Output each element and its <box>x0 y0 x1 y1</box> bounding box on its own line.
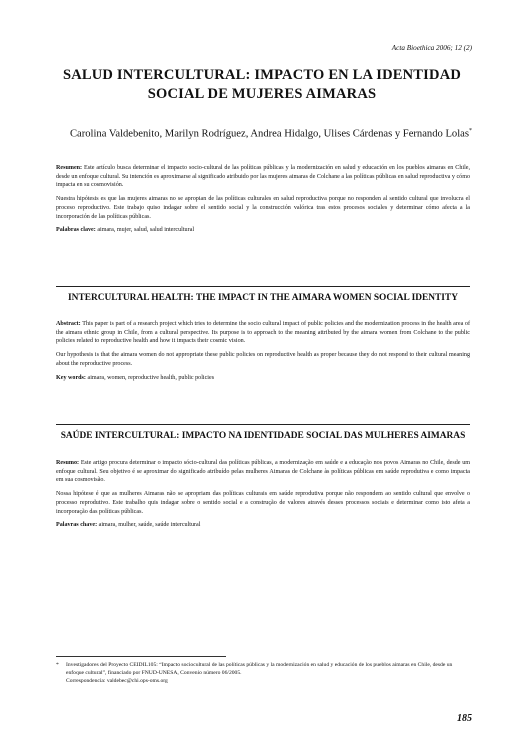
resumo-paragraph <box>56 459 470 485</box>
authors-names: Carolina Valdebenito, Marilyn Rodríguez, Andrea Hidalgo, Ulises Cárdenas y Fernando Lolas <box>69 128 469 140</box>
authors-footnote-mark: * <box>469 128 472 134</box>
article-title: SALUD INTERCULTURAL: IMPACTO EN LA IDENTIDAD SOCIAL DE MUJERES AIMARAS <box>62 67 462 102</box>
key-words-label: Key words: <box>56 374 86 381</box>
resumen-paragraph <box>56 164 470 190</box>
footnote-mark: * <box>56 662 59 668</box>
resumo-hypothesis: Nossa hipótese é que as mulheres Aimaras não se apropriam das políticas culturais em saúde reprodutiva porque não respondem ao sentido cultural que envolve o processo reprodutivo. Este trabalho quis indagar sobre o sentido social e a construção de valores através desses processos sociais e determinar como isto afeta a incorporação das políticas públicas. <box>56 491 470 515</box>
english-abstract-block <box>56 320 470 387</box>
section-divider <box>56 286 470 287</box>
resumen-hypothesis: Nuestra hipótesis es que las mujeres aimaras no se apropian de las políticas culturales en salud reproductiva porque no responden al sentido cultural que involucra el proceso reproductivo. Este trabajo quiso indagar sobre el sentido social y la construcción valórica tras estos procesos sociales y determinar cómo afecta a la incorporación de las políticas públicas. <box>56 196 470 220</box>
palabras-clave <box>56 226 470 235</box>
resumen-text: Este artículo busca determinar el impacto socio-cultural de las políticas públicas y la modernización en salud y educación en los pueblos aimaras en Chile, desde un enfoque cultural. Su intención es aproximarse al significado atribuido por las mujeres aimaras de Colchane a las políticas públicas en salud reproductiva y cómo impacta en su cosmovisión. <box>56 165 470 189</box>
palabras-clave-text: aimara, mujer, salud, salud intercultural <box>97 227 195 234</box>
portuguese-abstract-block <box>56 459 470 535</box>
abstract-paragraph <box>56 320 470 346</box>
authors-line <box>52 124 472 142</box>
spanish-abstract-block <box>56 164 470 240</box>
resumen-label: Resumen: <box>56 165 83 171</box>
abstract-label: Abstract: <box>56 321 81 327</box>
key-words <box>56 374 470 383</box>
abstract-text: This paper is part of a research project which tries to determine the socio cultural impact of public policies and the modernization process in the health area of the aimara ethnic group in Chile, from a cultural perspective. Its purpose is to approach to the meaning attributed by the aimara women from Colchane to the public policies related to reproductive health and how it impacts their cosmic vision. <box>56 321 470 345</box>
footnote-project: Investigadores del Proyecto CEIDIL105: “Impacto sociocultural de las políticas públicas y la modernización en salud y educación de los pueblos aimaras en Chile, desde un enfoque cultural”, financiado por FNUD-UNESA, Convenio número 06/2005. <box>66 662 453 676</box>
journal-header: Acta Bioethica 2006; 12 (2) <box>391 44 472 52</box>
key-words-text: aimara, women, reproductive health, public policies <box>87 374 215 381</box>
resumo-label: Resumo: <box>56 460 80 466</box>
footnote-divider <box>56 656 226 657</box>
resumo-text: Este artigo procura determinar o impacto sócio-cultural das políticas públicas, a modernização em saúde e a educação nos povos Aimaras no Chile, desde um enfoque cultural. Seu objetivo é se aproximar do significado atribuído pelas mulheres Aimaras de Colchane às políticas públicas em saúde reprodutiva e como impacta em sua cosmovisão. <box>56 460 471 484</box>
footnote-text <box>66 661 470 685</box>
palavras-chave <box>56 521 470 530</box>
palavras-chave-text: aimara, mulher, saúde, saúde intercultural <box>98 522 201 529</box>
abstract-hypothesis: Our hypothesis is that the aimara women do not appropriate these public policies on reproductive health as proper because they do not respond to their cultural meaning about the reproductive process. <box>56 352 470 367</box>
section-divider <box>56 424 470 425</box>
english-title: INTERCULTURAL HEALTH: THE IMPACT IN THE AIMARA WOMEN SOCIAL IDENTITY <box>68 293 458 303</box>
page-number: 185 <box>457 713 472 724</box>
portuguese-title: SAÚDE INTERCULTURAL: IMPACTO NA IDENTIDADE SOCIAL DAS MULHERES AIMARAS <box>60 431 466 441</box>
palabras-clave-label: Palabras clave: <box>56 227 96 234</box>
footnote <box>56 661 470 685</box>
palavras-chave-label: Palavras chave: <box>56 522 98 529</box>
footnote-correspondence: Correspondencia: valdebec@chi.ops-oms.org <box>66 678 168 684</box>
